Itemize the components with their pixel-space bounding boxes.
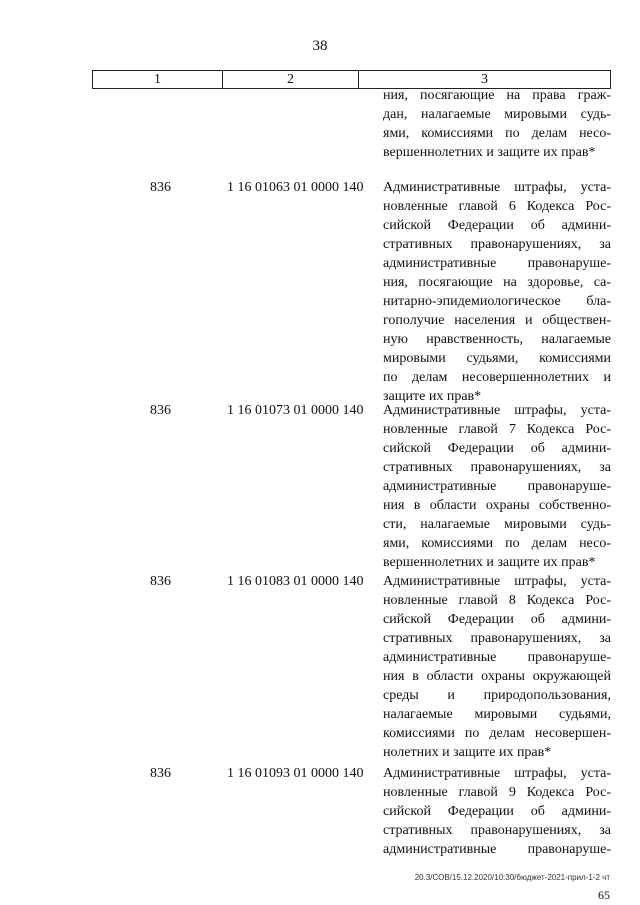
text-line: комиссиями по делам несовершен- (383, 726, 611, 741)
text-line: ния, посягающие на здоровье, са- (383, 275, 611, 290)
row-description (383, 178, 611, 406)
admin-code: 836 (150, 403, 171, 418)
text-line: ния, посягающие на права граж- (383, 88, 611, 103)
text-line: ния в области охраны собственно- (383, 498, 611, 513)
text-line: сийской Федерации об админи- (383, 441, 611, 456)
text-line: ями, комиссиями по делам несо- (383, 126, 611, 141)
text-line: ную нравственность, налагаемые (383, 332, 611, 347)
text-line: административные правонаруше- (383, 842, 611, 857)
text-line: дан, налагаемые мировыми судь- (383, 107, 611, 122)
text-line: новленные главой 7 Кодекса Рос- (383, 422, 611, 437)
column-header-3: 3 (359, 71, 611, 89)
text-line: защите их прав* (383, 389, 482, 404)
text-line: сийской Федерации об админи- (383, 804, 611, 819)
text-line: административные правонаруше- (383, 479, 611, 494)
text-line: мировыми судьями, комиссиями (383, 351, 611, 366)
row-description (383, 572, 611, 762)
text-line: Административные штрафы, уста- (383, 180, 611, 195)
admin-code: 836 (150, 766, 171, 781)
text-line: среды и природопользования, (383, 688, 611, 703)
text-line: стративных правонарушениях, за (383, 460, 611, 475)
text-line: новленные главой 6 Кодекса Рос- (383, 199, 611, 214)
column-header-1: 1 (93, 71, 223, 89)
text-line: по делам несовершеннолетних и (383, 370, 611, 385)
text-line: налагаемые мировыми судьями, (383, 707, 611, 722)
row-description (383, 401, 611, 572)
text-line: стративных правонарушениях, за (383, 631, 611, 646)
text-line: Административные штрафы, уста- (383, 766, 611, 781)
text-line: гополучие населения и обществен- (383, 313, 611, 328)
text-line: сийской Федерации об админи- (383, 612, 611, 627)
text-line: стративных правонарушениях, за (383, 823, 611, 838)
budget-code: 1 16 01093 01 0000 140 (227, 766, 364, 781)
text-line: Административные штрафы, уста- (383, 403, 611, 418)
continuation-text (383, 86, 611, 162)
admin-code: 836 (150, 180, 171, 195)
text-line: ния в области охраны окружающей (383, 669, 611, 684)
column-header-2: 2 (223, 71, 359, 89)
footer-page-number: 65 (598, 888, 610, 902)
text-line: вершеннолетних и защите их прав* (383, 555, 596, 570)
text-line: вершеннолетних и защите их прав* (383, 145, 596, 160)
text-line: нитарно-эпидемиологическое бла- (383, 294, 611, 309)
budget-code: 1 16 01083 01 0000 140 (227, 574, 364, 589)
admin-code: 836 (150, 574, 171, 589)
text-line: сти, налагаемые мировыми судь- (383, 517, 611, 532)
footer-reference: 20.3/СОВ/15.12.2020/10:30/бюджет-2021-прил-1-2 чт (414, 873, 610, 882)
text-line: ями, комиссиями по делам несо- (383, 536, 611, 551)
text-line: Административные штрафы, уста- (383, 574, 611, 589)
text-line: стративных правонарушениях, за (383, 237, 611, 252)
page-number: 38 (312, 38, 328, 54)
row-description (383, 764, 611, 859)
budget-code: 1 16 01073 01 0000 140 (227, 403, 364, 418)
text-line: административные правонаруше- (383, 256, 611, 271)
text-line: сийской Федерации об админи- (383, 218, 611, 233)
text-line: административные правонаруше- (383, 650, 611, 665)
text-line: новленные главой 9 Кодекса Рос- (383, 785, 611, 800)
text-line: нолетних и защите их прав* (383, 745, 552, 760)
budget-code: 1 16 01063 01 0000 140 (227, 180, 364, 195)
text-line: новленные главой 8 Кодекса Рос- (383, 593, 611, 608)
